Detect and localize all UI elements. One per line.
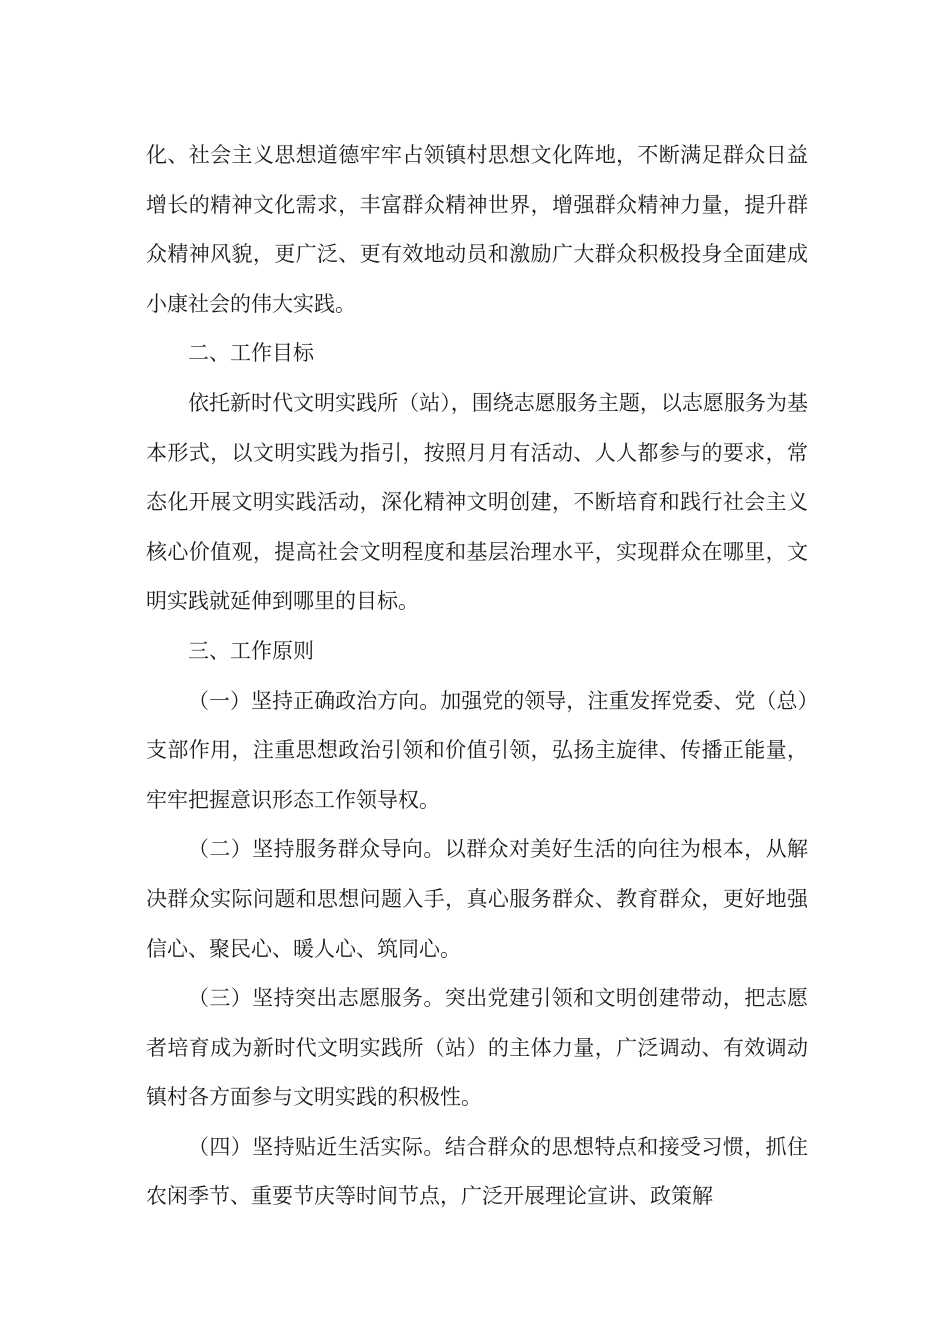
paragraph-goals: 依托新时代文明实践所（站），围绕志愿服务主题，以志愿服务为基本形式，以文明实践为指引，按照月月有活动、人人都参与的要求，常态化开展文明实践活动，深化精神文明创建，不断培育和践行社会主义核心价值观，提高社会文明程度和基层治理水平，实现群众在哪里，文明实践就延伸到哪里的目标。 bbox=[146, 390, 808, 614]
paragraph-principle-2: （二）坚持服务群众导向。以群众对美好生活的向往为根本，从解决群众实际问题和思想问题入手，真心服务群众、教育群众，更好地强信心、聚民心、暖人心、筑同心。 bbox=[146, 837, 808, 961]
section-heading-principles: 三、工作原则 bbox=[188, 638, 314, 663]
section-heading-goals: 二、工作目标 bbox=[188, 341, 314, 366]
document-body bbox=[146, 131, 808, 1222]
paragraph-principle-3: （三）坚持突出志愿服务。突出党建引领和文明创建带动，把志愿者培育成为新时代文明实践所（站）的主体力量，广泛调动、有效调动镇村各方面参与文明实践的积极性。 bbox=[146, 986, 808, 1110]
paragraph-principle-4: （四）坚持贴近生活实际。结合群众的思想特点和接受习惯，抓住农闲季节、重要节庆等时间节点，广泛开展理论宣讲、政策解 bbox=[146, 1134, 808, 1209]
paragraph-principle-1: （一）坚持正确政治方向。加强党的领导，注重发挥党委、党（总）支部作用，注重思想政治引领和价值引领，弘扬主旋律、传播正能量，牢牢把握意识形态工作领导权。 bbox=[146, 688, 808, 812]
paragraph-intro-continuation: 化、社会主义思想道德牢牢占领镇村思想文化阵地，不断满足群众日益增长的精神文化需求，丰富群众精神世界，增强群众精神力量，提升群众精神风貌，更广泛、更有效地动员和激励广大群众积极投身全面建成小康社会的伟大实践。 bbox=[146, 143, 808, 316]
